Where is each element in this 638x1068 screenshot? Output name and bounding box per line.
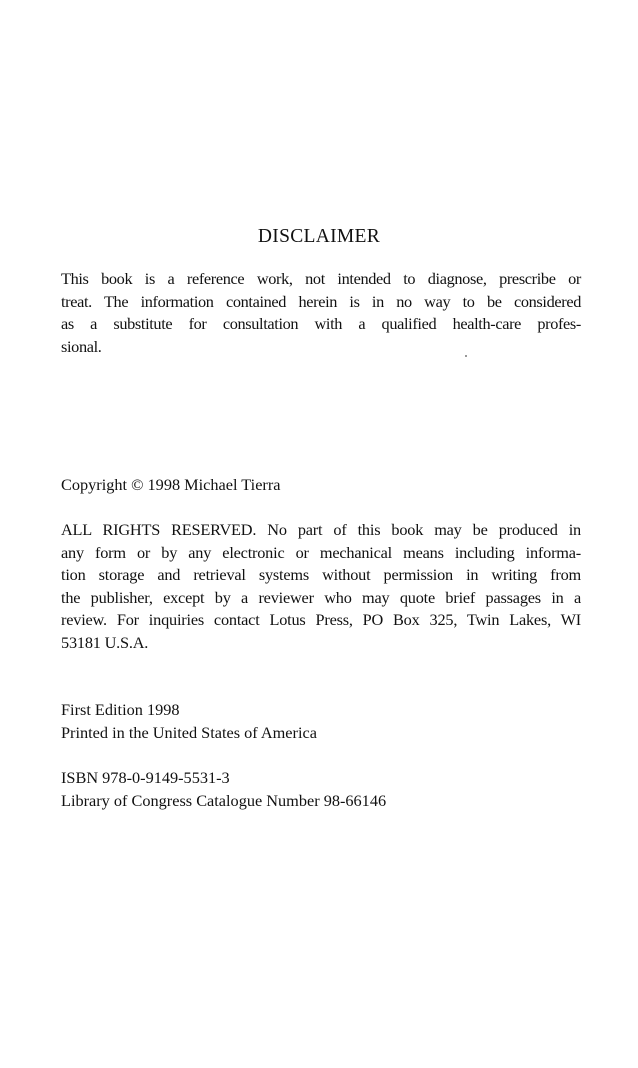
disclaimer-line: as a substitute for consultation with a qualified health-care profes- <box>61 314 581 334</box>
rights-line: any form or by any electronic or mechanical means including informa- <box>61 542 581 562</box>
disclaimer-line: treat. The information contained herein is in no way to be considered <box>61 291 581 311</box>
catalogue-number-line: Library of Congress Catalogue Number 98-66146 <box>61 790 387 810</box>
rights-reserved-paragraph <box>61 519 581 655</box>
copyright-line: Copyright © 1998 Michael Tierra <box>61 475 281 494</box>
isbn-info <box>61 767 581 812</box>
disclaimer-paragraph <box>61 268 581 358</box>
first-edition-line: First Edition 1998 <box>61 700 180 719</box>
rights-line: tion storage and retrieval systems without permission in writing from <box>61 565 581 585</box>
disclaimer-line: sional. <box>61 336 102 356</box>
isbn-line: ISBN 978-0-9149-5531-3 <box>61 768 230 787</box>
rights-line: review. For inquiries contact Lotus Press, PO Box 325, Twin Lakes, WI <box>61 610 581 630</box>
rights-line: ALL RIGHTS RESERVED. No part of this book may be produced in <box>61 520 581 539</box>
copyright-notice <box>61 474 581 497</box>
edition-info <box>61 699 581 744</box>
rights-line: the publisher, except by a reviewer who may quote brief passages in a <box>61 587 581 607</box>
printed-in-line: Printed in the United States of America <box>61 722 317 742</box>
print-speck <box>465 355 467 357</box>
disclaimer-line: This book is a reference work, not intended to diagnose, prescribe or <box>61 269 581 288</box>
rights-line: 53181 U.S.A. <box>61 632 149 652</box>
disclaimer-heading: DISCLAIMER <box>257 226 381 247</box>
